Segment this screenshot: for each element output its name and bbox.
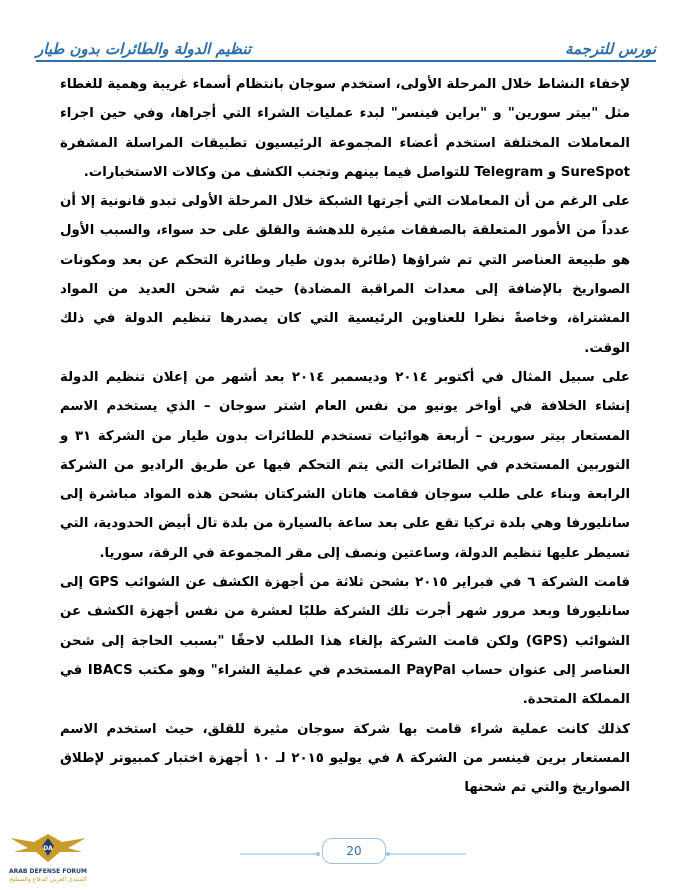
page-number: 20	[322, 838, 386, 864]
header-left-title: تنظيم الدولة والطائرات بدون طيار	[36, 40, 252, 58]
paragraph-4: قامت الشركة ٦ في فبراير ٢٠١٥ بشحن ثلاثة من أجهزة الكشف عن الشوائب GPS إلى سانليورفا وبعد مرور شهر أجرت تلك الشركة طلبًا لعشرة من نفس أجهزة الكشف عن الشوائب (GPS) ولكن قامت الشركة بإلغاء هذا الطلب لاحقًا "بسبب الحاجة إلى شحن العناصر إلى عنوان حساب PayPal المستخدم في عملية الشراء" وهو مكتب IBACS في المملكة المتحدة.	[60, 575, 631, 708]
header-right-title: نورس للترجمة	[564, 40, 656, 58]
logo-name: ARAB DEFENSE FORUM	[8, 868, 88, 875]
eagle-emblem-icon	[4, 828, 92, 868]
paragraph-5: كذلك كانت عملية شراء قامت بها شركة سوجان مثيرة للقلق، حيث استخدم الاسم المستعار برين فينسر من الشركة ٨ في يوليو ٢٠١٥ لـ ١٠ أجهزة اختبار كمبيوتر لإطلاق الصواريخ والتي تم شحنها	[60, 721, 631, 796]
logo-arabic-name: المنتدى العربي للدفاع والتسليح	[9, 876, 87, 883]
paragraph-2: على الرغم من أن المعاملات التي أجرتها الشبكة خلال المرحلة الأولى تبدو قانونية إلا أن عدداً من الأمور المتعلقة بالصفقات مثيرة للدهشة والقلق على حد سواء، والسبب الأول هو طبيعة العناصر التي تم شراؤها (طائرة بدون طيار وطائرة التحكم عن بعد ومكونات الصواريخ بالإضافة إلى معدات المراقبة المضادة) حيث تم شحن العديد من المواد المشتراة، وخاصةً نظرا للعناوين الرئيسية التي كان يصدرها تنظيم الدولة في ذلك الوقت.	[60, 194, 630, 356]
svg-text:DA: DA	[43, 845, 53, 852]
watermark-logo	[4, 828, 92, 886]
page-header	[36, 30, 656, 58]
header-divider	[36, 60, 656, 62]
paragraph-1: لإخفاء النشاط خلال المرحلة الأولى، استخدم سوجان بانتظام أسماء غريبة وهمية للغطاء مثل "بيتر سورين" و "براين فينسر" لبدء عمليات الشراء التي أجراها، وفي حين اجراء المعاملات المختلفة استخدم أعضاء المجموعة الرئيسيون تطبيقات المراسلة المشفرة SureSpot و Telegram للتواصل فيما بينهم وتجنب الكشف من وكالات الاستخبارات.	[60, 77, 630, 180]
paragraph-3: على سبيل المثال في أكتوبر ٢٠١٤ وديسمبر ٢٠١٤ بعد أشهر من إعلان تنظيم الدولة إنشاء الخلافة في أواخر يونيو من نفس العام اشتر سوجان – الذي يستخدم الاسم المستعار بيتر سورين – أربعة هوائيات تستخدم للطائرات بدون طيار من الشركة ٣١ و التوربين المستخدم في الطائرات التي يتم التحكم فيها عن طريق الراديو من الشركة الرابعة وبناء على طلب سوجان فقامت هاتان الشركتان بشحن هذه المواد مباشرة إلى سانليورفا وهي بلدة تركيا تقع على بعد ساعة بالسيارة من بلدة تال أبيض الحدودية، التي تسيطر عليها تنظيم الدولة، وساعتين ونصف إلى مقر المجموعة في الرقة، سوريا.	[60, 369, 630, 561]
body-text	[60, 70, 630, 802]
footer-ornament-right	[386, 849, 466, 859]
footer-ornament-left	[240, 849, 320, 859]
